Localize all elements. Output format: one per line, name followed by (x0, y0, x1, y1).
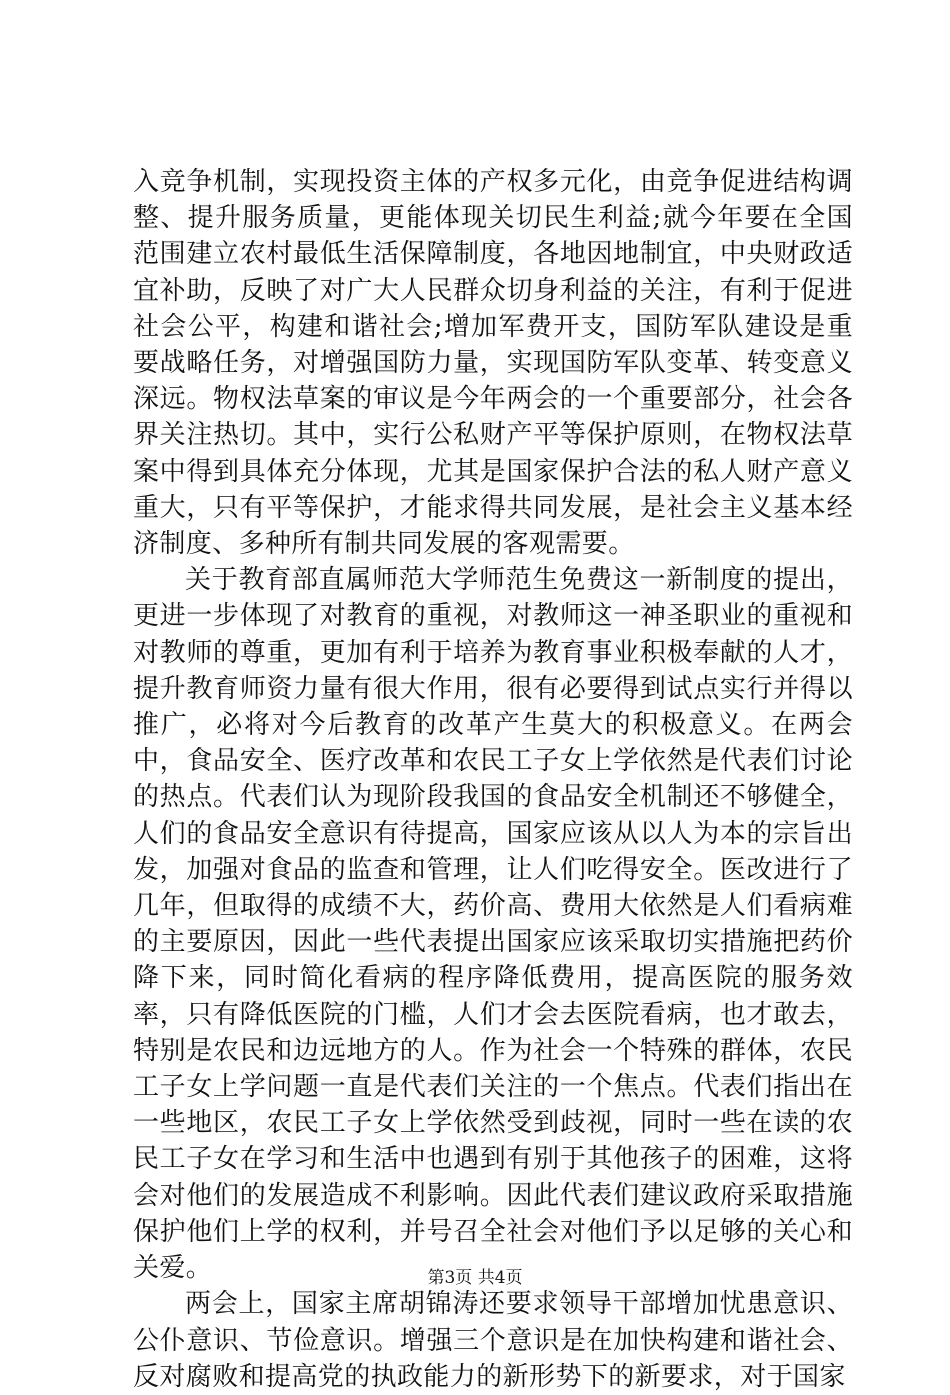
document-body (133, 164, 853, 1395)
paragraph-1: 入竞争机制，实现投资主体的产权多元化，由竞争促进结构调整、提升服务质量，更能体现关切民生利益;就今年要在全国范围建立农村最低生活保障制度，各地因地制宜，中央财政适宜补助，反映了对广大人民群众切身利益的关注，有利于促进社会公平，构建和谐社会;增加军费开支，国防军队建设是重要战略任务，对增强国防力量，实现国防军队变革、转变意义深远。物权法草案的审议是今年两会的一个重要部分，社会各界关注热切。其中，实行公私财产平等保护原则，在物权法草案中得到具体充分体现，尤其是国家保护合法的私人财产意义重大，只有平等保护，才能求得共同发展，是社会主义基本经济制度、多种所有制共同发展的客观需要。 (133, 167, 853, 560)
paragraph-2: 关于教育部直属师范大学师范生免费这一新制度的提出，更进一步体现了对教育的重视，对教师这一神圣职业的重视和对教师的尊重，更加有利于培养为教育事业积极奉献的人才，提升教育师资力量有很大作用，很有必要得到试点实行并得以推广，必将对今后教育的改革产生莫大的积极意义。在两会中，食品安全、医疗改革和农民工子女上学依然是代表们讨论的热点。代表们认为现阶段我国的食品安全机制还不够健全，人们的食品安全意识有待提高，国家应该从以人为本的宗旨出发，加强对食品的监查和管理，让人们吃得安全。医改进行了几年，但取得的成绩不大，药价高、费用大依然是人们看病难的主要原因，因此一些代表提出国家应该采取切实措施把药价降下来，同时简化看病的程序降低费用，提高医院的服务效率，只有降低医院的门槛，人们才会去医院看病，也才敢去，特别是农民和边远地方的人。作为社会一个特殊的群体，农民工子女上学问题一直是代表们关注的一个焦点。代表们指出在一些地区，农民工子女上学依然受到歧视，同时一些在读的农民工子女在学习和生活中也遇到有别于其他孩子的困难，这将会对他们的发展造成不利影响。因此代表们建议政府采取措施保护他们上学的权利，并号召全社会对他们予以足够的关心和关爱。 (133, 565, 853, 1284)
paragraph-3: 两会上，国家主席胡锦涛还要求领导干部增加忧患意识、公仆意识、节俭意识。增强三个意识是在加快构建和谐社会、反对腐败和提高党的执政能力的新形势下的新要求，对于国家 (133, 1289, 853, 1392)
page-footer: 第3页 共4页 (427, 1268, 523, 1288)
